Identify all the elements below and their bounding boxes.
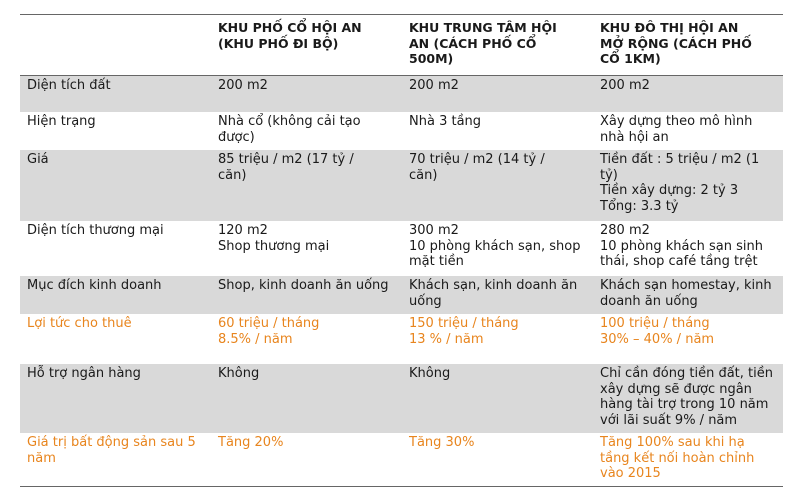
table-row [20, 433, 783, 486]
table-cell: 120 m2 Shop thương mại [218, 223, 330, 254]
row-label: Mục đích kinh doanh [27, 278, 162, 293]
header-cell-new-urban: KHU ĐÔ THỊ HỘI AN MỞ RỘNG (CÁCH PHỐ CỔ 1KM) [600, 20, 752, 66]
header-cell-old-quarter: KHU PHỐ CỔ HỘI AN (KHU PHỐ ĐI BỘ) [218, 20, 362, 51]
table-row [20, 112, 783, 150]
table-cell: Shop, kinh doanh ăn uống [218, 278, 389, 293]
table-cell: Không [409, 366, 451, 381]
header-cell-empty [20, 15, 211, 20]
table-row [20, 276, 783, 314]
table-cell: 280 m2 10 phòng khách sạn sinh thái, shop café tầng trệt [600, 223, 763, 269]
table-cell: Khách sạn homestay, kinh doanh ăn uống [600, 278, 772, 309]
row-label: Diện tích thương mại [27, 223, 164, 238]
table-cell: Không [218, 366, 260, 381]
row-label: Lợi tức cho thuê [27, 316, 132, 331]
table-cell: 150 triệu / tháng 13 % / năm [409, 316, 519, 347]
table-cell: 100 triệu / tháng 30% – 40% / năm [600, 316, 715, 347]
table-cell: 300 m2 10 phòng khách sạn, shop mặt tiền [409, 223, 581, 269]
table-cell: Nhà 3 tầng [409, 114, 482, 129]
table-row [20, 221, 783, 276]
header-cell-center: KHU TRUNG TÂM HỘI AN (CÁCH PHỐ CỔ 500M) [409, 20, 557, 66]
table-row [20, 314, 783, 364]
table-cell: 200 m2 [409, 78, 459, 93]
table-cell: Tăng 20% [218, 435, 284, 450]
row-label: Giá trị bất động sản sau 5 năm [27, 435, 196, 466]
table-cell: 60 triệu / tháng 8.5% / năm [218, 316, 320, 347]
table-cell: Tiền đất : 5 triệu / m2 (1 tỷ) Tiền xây dựng: 2 tỷ 3 Tổng: 3.3 tỷ [600, 152, 760, 214]
table-cell: Chỉ cần đóng tiền đất, tiền xây dựng sẽ được ngân hàng tài trợ trong 10 năm với lãi suất 9% / năm [600, 366, 773, 428]
table-cell: 85 triệu / m2 (17 tỷ / căn) [218, 152, 354, 183]
table-row [20, 150, 783, 221]
row-label: Hiện trạng [27, 114, 96, 129]
table-cell: Nhà cổ (không cải tạo được) [218, 114, 361, 145]
table-cell: Khách sạn, kinh doanh ăn uống [409, 278, 578, 309]
table-cell: Tăng 30% [409, 435, 475, 450]
table-cell: 70 triệu / m2 (14 tỷ / căn) [409, 152, 545, 183]
table-cell: 200 m2 [218, 78, 268, 93]
row-label: Hỗ trợ ngân hàng [27, 366, 141, 381]
comparison-table [20, 14, 783, 487]
row-label: Giá [27, 152, 49, 167]
table-cell: Tăng 100% sau khi hạ tầng kết nối hoàn chỉnh vào 2015 [600, 435, 755, 481]
table-cell: Xây dựng theo mô hình nhà hội an [600, 114, 753, 145]
table-row [20, 76, 783, 112]
row-label: Diện tích đất [27, 78, 111, 93]
table-row [20, 364, 783, 433]
header-row [20, 15, 783, 76]
table-cell: 200 m2 [600, 78, 650, 93]
